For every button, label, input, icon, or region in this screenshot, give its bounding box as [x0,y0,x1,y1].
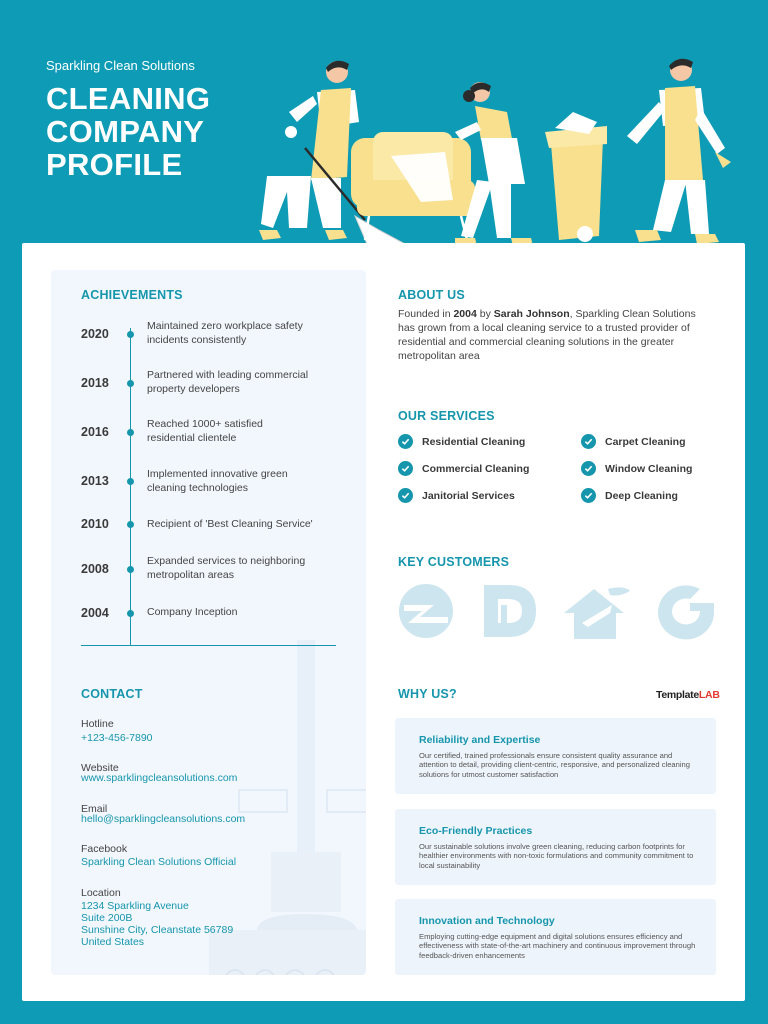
cleaners-illustration [255,52,735,248]
page-title [46,82,210,181]
profile-card [22,243,745,1001]
why-card-text: Employing cutting-edge equipment and digital solutions ensures efficiency and effectiveness with state-of-the-art machinery and continuous improvement through feedback-driven enhancements [419,932,696,960]
timeline-item [51,468,366,498]
timeline-dot [127,521,134,528]
timeline-year: 2018 [81,376,109,390]
checkmark-icon [581,488,596,503]
templatelab-logo [656,689,720,701]
location-line: Sunshine City, Cleanstate 56789 [81,924,234,936]
timeline-item [51,600,366,630]
service-item [581,488,678,503]
customer-logos [398,583,718,643]
founder-name: Sarah Johnson [493,308,570,320]
email-link[interactable]: hello@sparklingcleansolutions.com [81,813,246,825]
trash-bin [545,112,607,242]
why-card-title: Innovation and Technology [419,915,555,927]
customer-logo-4 [658,585,714,639]
website-label: Website [81,762,119,774]
service-label: Window Cleaning [605,462,693,475]
checkmark-icon [581,434,596,449]
why-card [395,809,716,885]
website-link[interactable]: www.sparklingcleansolutions.com [81,772,238,784]
checkmark-icon [398,488,413,503]
brand-main: Template [656,689,699,701]
timeline-text: Company Inception [147,606,238,618]
location-line: 1234 Sparkling Avenue [81,900,189,912]
customer-logo-3 [564,587,630,639]
company-name: Sparkling Clean Solutions [46,58,195,73]
facebook-label: Facebook [81,843,128,855]
service-label: Carpet Cleaning [605,435,686,448]
cleaner-with-bin [627,59,731,244]
customers-title: KEY CUSTOMERS [398,555,510,569]
timeline-text: Expanded services to neighboring metropolitan areas [147,555,306,581]
timeline-text: Partnered with leading commercial property developers [147,369,309,395]
service-item [581,434,686,449]
services-title: OUR SERVICES [398,409,495,423]
timeline-item [51,555,366,585]
hero-header [0,0,768,250]
founding-year: 2004 [453,308,477,320]
timeline-divider [81,645,336,646]
service-item [581,461,692,476]
achievements-title: ACHIEVEMENTS [81,288,183,302]
timeline-text: Implemented innovative green cleaning technologies [147,468,288,494]
timeline-dot [127,478,134,485]
timeline-item [51,512,366,542]
about-rest: , Sparkling Clean Solutions has grown from a local cleaning service to a trusted provider of residential and commercial cleaning solutions in the greater metropolitan area [398,308,696,362]
title-line: CLEANING [46,81,211,116]
why-card [395,899,716,975]
timeline-dot [127,566,134,573]
about-title: ABOUT US [398,288,465,302]
timeline-year: 2020 [81,327,109,341]
timeline-year: 2010 [81,517,109,531]
why-card-text: Our sustainable solutions involve green cleaning, reducing carbon footprints for healthier environments with non-toxic formulations and community commitment to local sustainability [419,842,694,870]
about-text [398,307,698,363]
location-label: Location [81,887,121,899]
timeline-item [51,320,366,350]
service-item [398,434,525,449]
timeline-text: Recipient of 'Best Cleaning Service' [147,518,313,530]
timeline-dot [127,331,134,338]
about-by: by [476,308,494,320]
timeline-dot [127,380,134,387]
timeline-year: 2013 [81,474,109,488]
timeline-year: 2016 [81,425,109,439]
timeline-text: Maintained zero workplace safety incidents consistently [147,320,303,346]
service-label: Residential Cleaning [422,435,526,448]
timeline-dot [127,429,134,436]
service-label: Deep Cleaning [605,489,678,502]
why-card-title: Reliability and Expertise [419,734,541,746]
service-label: Commercial Cleaning [422,462,530,475]
checkmark-icon [398,461,413,476]
armchair [351,132,475,240]
timeline-item [51,369,366,399]
customer-logo-2 [484,585,536,637]
why-card-text: Our certified, trained professionals ensure consistent quality assurance and attention to detail, providing client-centric, responsive, and personalized cleaning solutions for utmost customer satisfaction [419,751,691,779]
title-line: PROFILE [46,147,183,182]
timeline-dot [127,610,134,617]
service-item [398,488,515,503]
customer-logo-1 [399,584,453,638]
location-line: Suite 200B [81,912,133,924]
timeline-year: 2004 [81,606,109,620]
why-card-title: Eco-Friendly Practices [419,825,533,837]
brand-accent: LAB [698,689,720,701]
service-label: Janitorial Services [422,489,515,502]
email-label: Email [81,803,108,815]
why-title: WHY US? [398,687,457,701]
why-card [395,718,716,794]
about-prefix: Founded in [398,308,454,320]
timeline-year: 2008 [81,562,109,576]
checkmark-icon [398,434,413,449]
service-item [398,461,529,476]
checkmark-icon [581,461,596,476]
title-line: COMPANY [46,114,205,149]
contact-title: CONTACT [81,687,143,701]
hotline-value[interactable]: +123-456-7890 [81,732,153,744]
timeline-text: Reached 1000+ satisfied residential clientele [147,418,263,444]
timeline-item [51,418,366,448]
hotline-label: Hotline [81,718,114,730]
facebook-link[interactable]: Sparkling Clean Solutions Official [81,856,237,868]
left-panel [51,270,366,975]
location-line: United States [81,936,145,948]
